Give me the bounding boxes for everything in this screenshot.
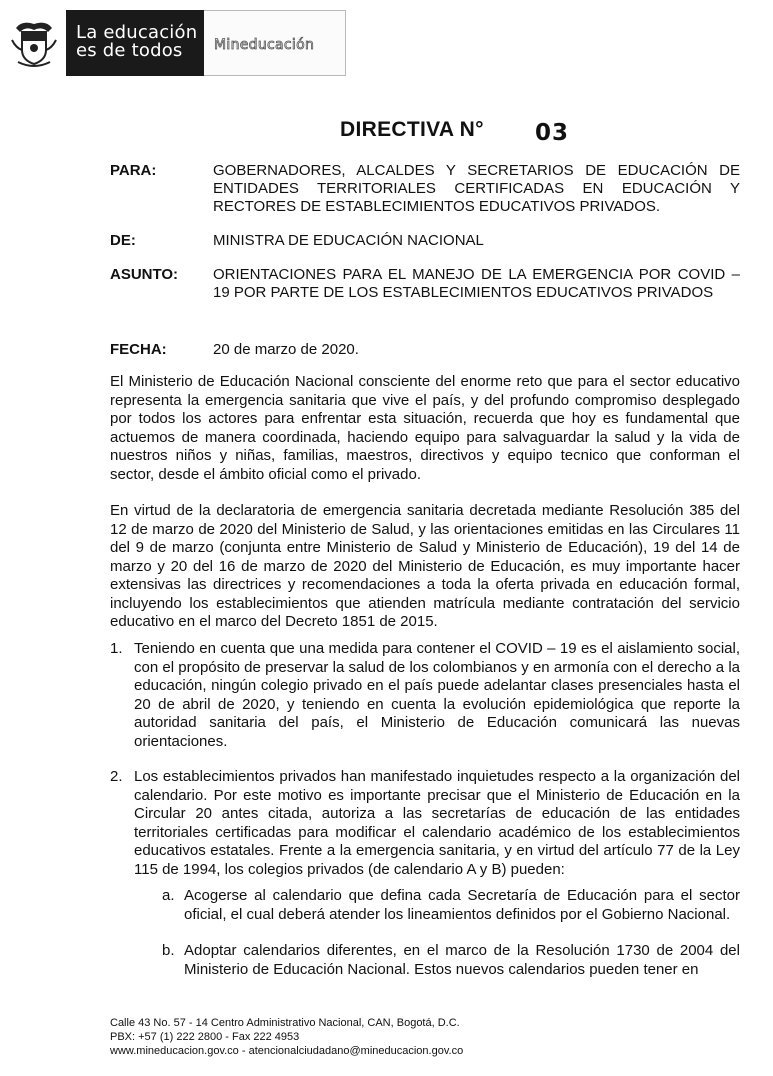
list-item-text: Teniendo en cuenta que una medida para contener el COVID – 19 es el aislamiento social, con el propósito de preservar la salud de los colombianos y en armonía con el derecho a la educación, ningún colegio privado en el país puede adelantar clases presenciales hasta el 20 de abril de 2020, y teniendo en cuenta la evolución epidemiológica que reporte la autoridad sanitaria del país, el Ministerio de Educación comunicará las nuevas orientaciones. — [134, 640, 740, 750]
list-item-number: 2. — [110, 768, 123, 785]
ministry-logo-box — [204, 10, 346, 76]
field-label-asunto: ASUNTO: — [110, 266, 179, 283]
paragraph-resolution: En virtud de la declaratoria de emergencia sanitaria decretada mediante Resolución 385 del 12 de marzo de 2020 del Ministerio de Salud, y las orientaciones emitidas en las Circulares 11 del 9 de marzo (conjunta entre Ministerio de Salud y Ministerio de Educación), 19 del 14 de marzo y 20 del 16 de marzo de 2020 del Ministerio de Educación, es muy importante hacer extensivas las directrices y recomendaciones a toda la oferta privada en educación formal, incluyendo los establecimientos que atienden matrícula mediante contratación del servicio educativo en el marco del Decreto 1851 de 2015. — [110, 502, 740, 630]
ministry-logo: Mineducación — [214, 37, 315, 53]
field-value-de: MINISTRA DE EDUCACIÓN NACIONAL — [213, 232, 484, 249]
sub-item-text: Adoptar calendarios diferentes, en el marco de la Resolución 1730 de 2004 del Ministerio de Educación Nacional. Estos nuevos calendarios pueden tener en — [184, 942, 740, 978]
brand-banner — [66, 10, 204, 76]
directive-title: DIRECTIVA N° — [340, 118, 484, 141]
page-footer — [110, 1016, 463, 1058]
paragraph-intro: El Ministerio de Educación Nacional consciente del enorme reto que para el sector educativo representa la emergencia sanitaria que vive el país, y del profundo compromiso desplegado por todos los actores para enfrentar esta situación, recuerda que hoy es fundamental que actuemos de manera coordinada, haciendo equipo para salvaguardar la salud y la vida de nuestros niños y niñas, familias, maestros, directivos y equipo tecnico que conforman el sector, desde el ámbito oficial como el privado. — [110, 373, 740, 483]
list-item-number: 1. — [110, 640, 123, 657]
footer-phone: PBX: +57 (1) 222 2800 - Fax 222 4953 — [110, 1031, 300, 1043]
brand-line-2: es de todos — [76, 40, 183, 61]
footer-address: Calle 43 No. 57 - 14 Centro Administrativo Nacional, CAN, Bogotá, D.C. — [110, 1017, 460, 1029]
field-label-fecha: FECHA: — [110, 341, 167, 358]
coat-of-arms-icon — [8, 18, 60, 70]
field-value-fecha: 20 de marzo de 2020. — [213, 341, 359, 358]
field-value-asunto: ORIENTACIONES PARA EL MANEJO DE LA EMERGENCIA POR COVID – 19 POR PARTE DE LOS ESTABLECIMIENTOS EDUCATIVOS PRIVADOS — [213, 266, 740, 301]
sub-item-text: Acogerse al calendario que defina cada Secretaría de Educación para el sector oficial, el cual deberá atender los lineamientos definidos por el Gobierno Nacional. — [184, 887, 740, 923]
directive-number: 03 — [535, 120, 570, 146]
sub-item-letter: a. — [162, 887, 175, 904]
sub-item-letter: b. — [162, 942, 175, 959]
footer-web: www.mineducacion.gov.co - atencionalciudadano@mineducacion.gov.co — [110, 1045, 464, 1057]
list-item-text: Los establecimientos privados han manifestado inquietudes respecto a la organización del calendario. Por este motivo es importante precisar que el Ministerio de Educación en la Circular 20 antes citada, autoriza a las secretarías de educación de las entidades territoriales certificadas para modificar el calendario académico de los establecimientos educativos estatales. Frente a la emergencia sanitaria, y en virtud del artículo 77 de la Ley 115 de 1994, los colegios privados (de calendario A y B) pueden: — [134, 768, 740, 878]
field-label-para: PARA: — [110, 162, 157, 179]
field-value-para: GOBERNADORES, ALCALDES Y SECRETARIOS DE EDUCACIÓN DE ENTIDADES TERRITORIALES CERTIFICADAS EN EDUCACIÓN Y RECTORES DE ESTABLECIMIENTOS EDUCATIVOS PRIVADOS. — [213, 162, 740, 215]
field-label-de: DE: — [110, 232, 136, 249]
brand-line-1: La educación — [76, 22, 198, 43]
